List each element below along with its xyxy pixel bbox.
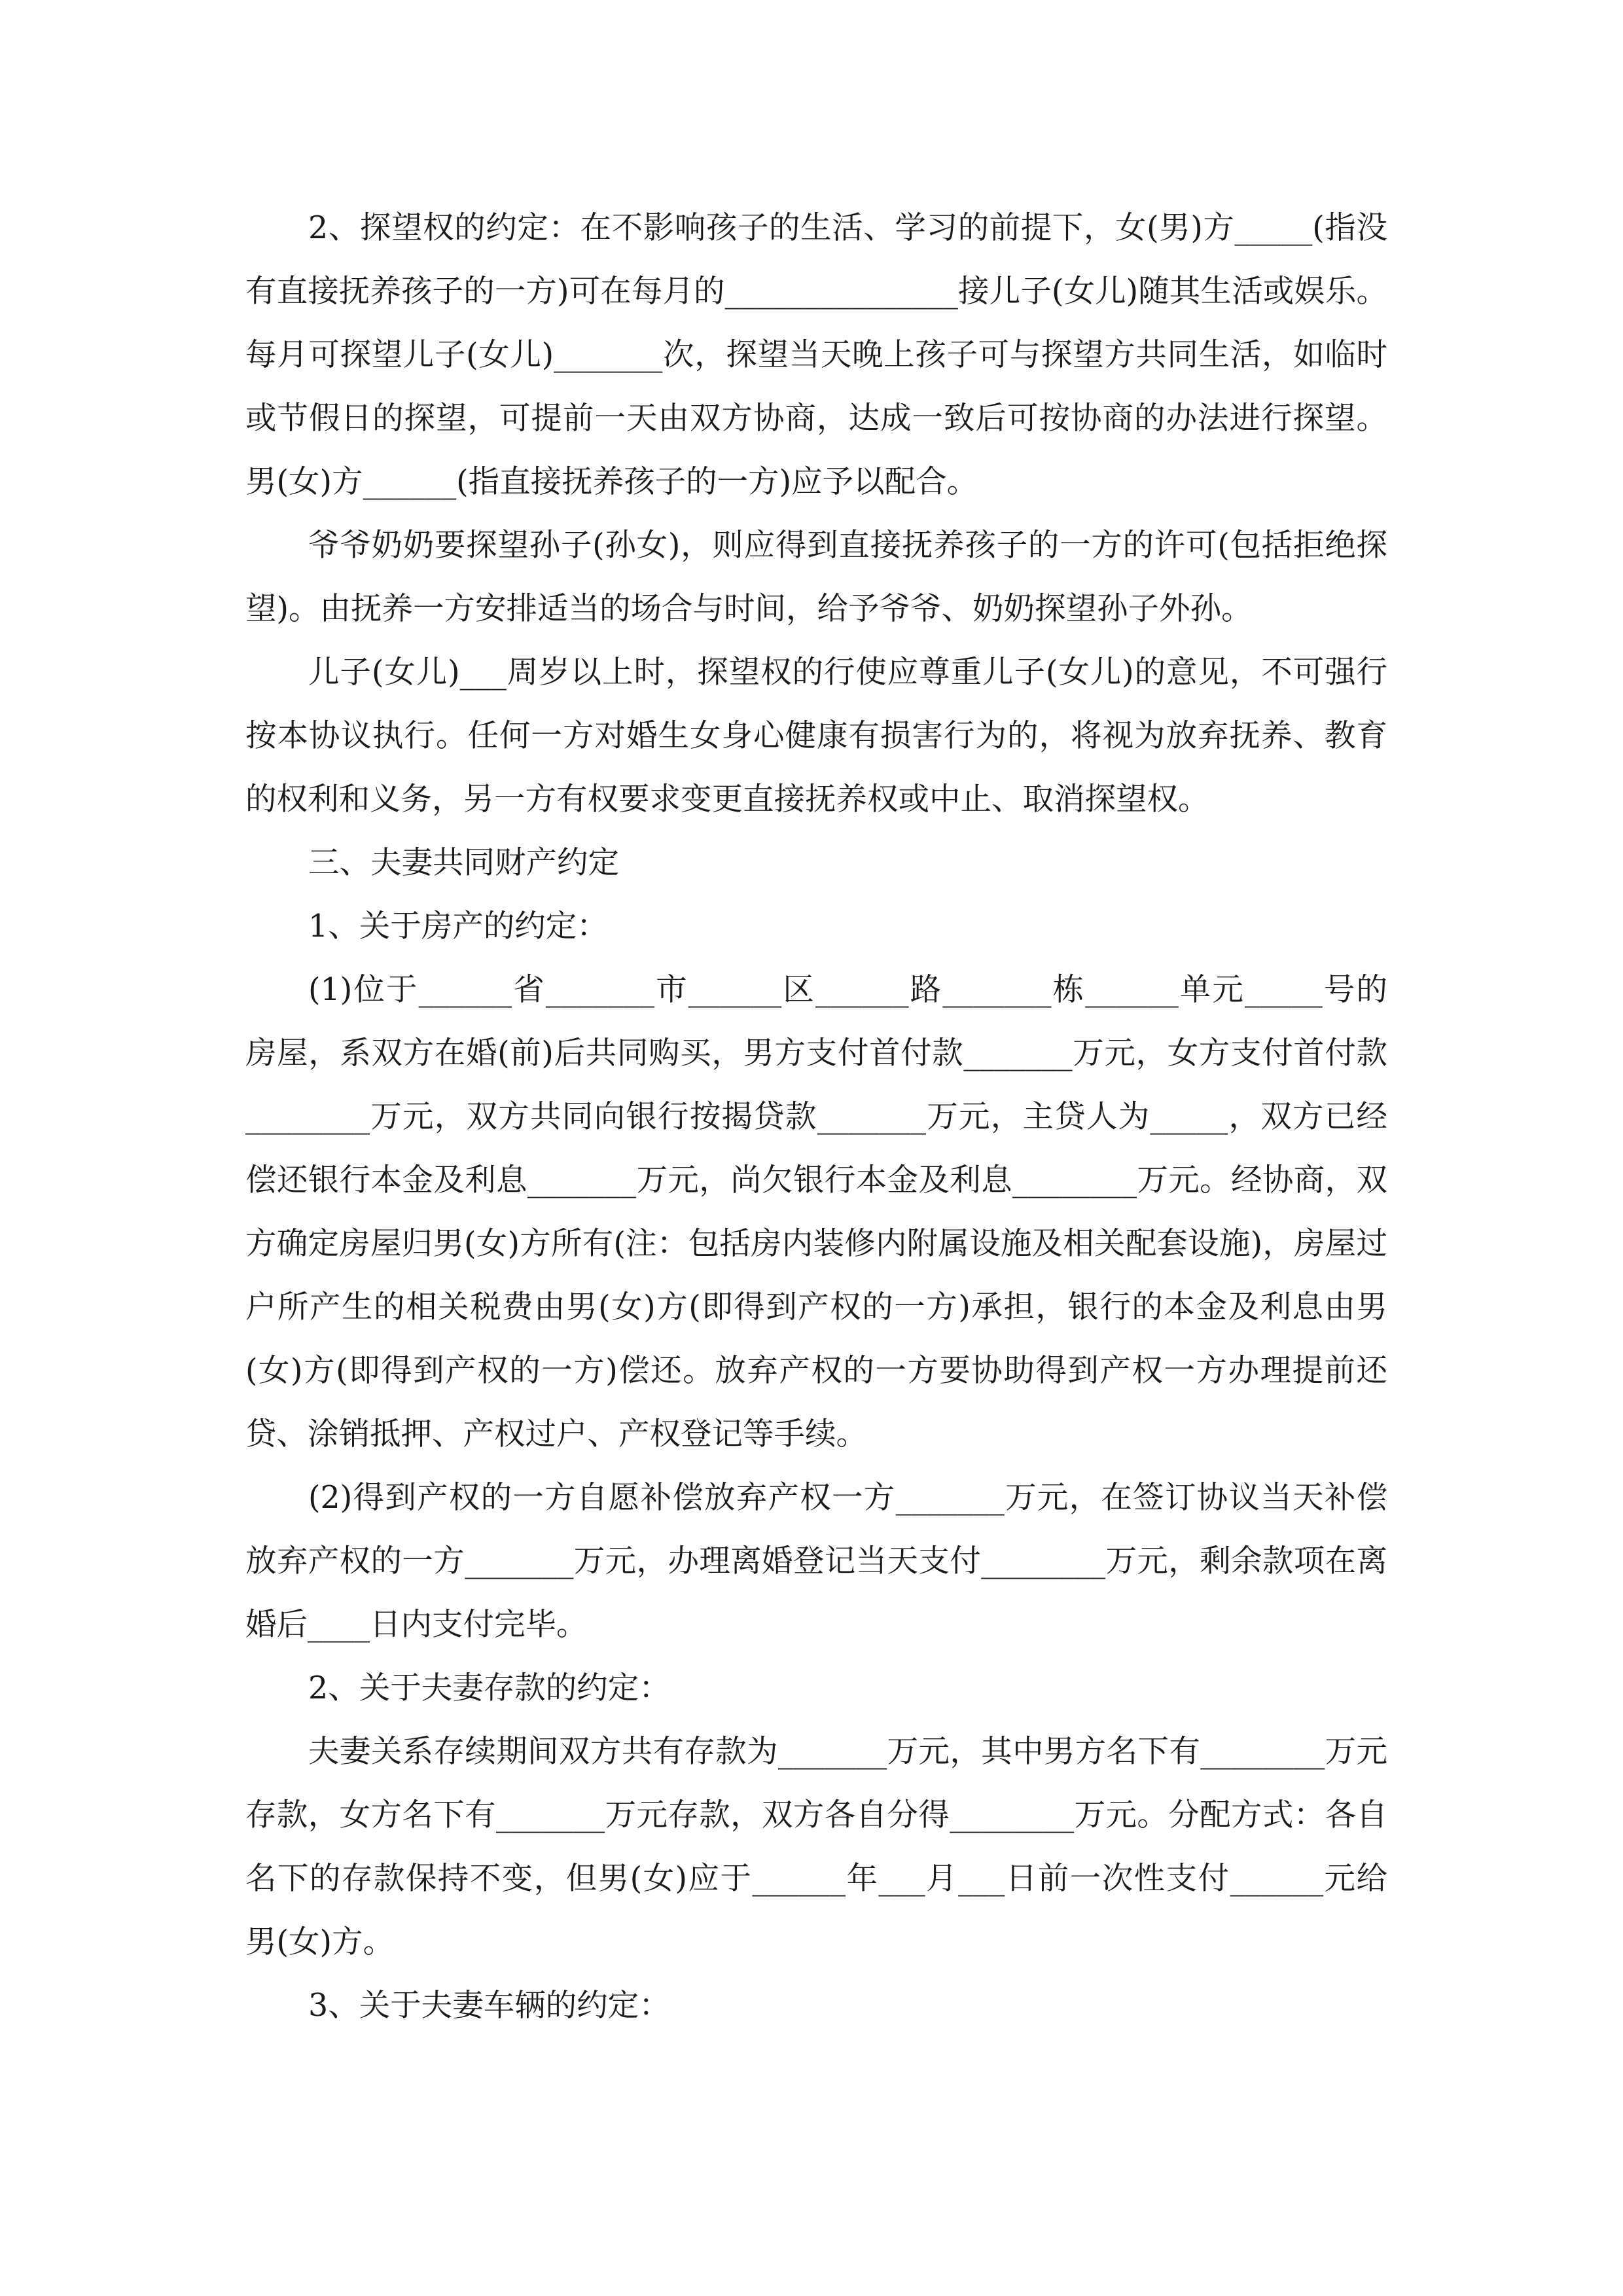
paragraph-house-details: (1)位于______省_______市______区______路_______栋______单元_____号的房屋，系双方在婚(前)后共同购买，男方支付首付款_______万元，女方支付首付款________万元，双方共同向银行按揭贷款_______万元，主贷人为_____，双方已经偿还银行本金及利息_______万元，尚欠银行本金及利息________万元。经协商，双方确定房屋归男(女)方所有(注：包括房内装修内附属设施及相关配套设施)，房屋过户所产生的相关税费由男(女)方(即得到产权的一方)承担，银行的本金及利息由男(女)方(即得到产权的一方)偿还。放弃产权的一方要协助得到产权一方办理提前还贷、涂销抵押、产权过户、产权登记等手续。 <box>245 972 1387 1452</box>
paragraph-deposit-division: 夫妻关系存续期间双方共有存款为_______万元，其中男方名下有________万元存款，女方名下有_______万元存款，双方各自分得________万元。分配方式：各自名下的存款保持不变，但男(女)应于______年___月___日前一次性支付______元给男(女)方。 <box>245 1734 1387 1960</box>
document-body <box>245 196 1387 2037</box>
paragraph-visitation-right: 2、探望权的约定：在不影响孩子的生活、学习的前提下，女(男)方_____(指没有直接抚养孩子的一方)可在每月的_______________接儿子(女儿)随其生活或娱乐。每月可探望儿子(女儿)_______次，探望当天晚上孩子可与探望方共同生活，如临时或节假日的探望，可提前一天由双方协商，达成一致后可按协商的办法进行探望。男(女)方______(指直接抚养孩子的一方)应予以配合。 <box>245 210 1387 500</box>
subheading-real-estate: 1、关于房产的约定： <box>308 908 608 944</box>
subheading-vehicles: 3、关于夫妻车辆的约定： <box>308 1988 670 2024</box>
paragraph-grandparents-visit: 爷爷奶奶要探望孙子(孙女)，则应得到直接抚养孩子的一方的许可(包括拒绝探望)。由抚养一方安排适当的场合与时间，给予爷爷、奶奶探望孙子外孙。 <box>245 528 1387 627</box>
section-heading-joint-property: 三、夫妻共同财产约定 <box>308 845 619 881</box>
paragraph-house-compensation: (2)得到产权的一方自愿补偿放弃产权一方_______万元，在签订协议当天补偿放弃产权的一方_______万元，办理离婚登记当天支付________万元，剩余款项在离婚后____日内支付完毕。 <box>245 1480 1387 1643</box>
subheading-deposits: 2、关于夫妻存款的约定： <box>308 1670 670 1706</box>
paragraph-child-opinion: 儿子(女儿)___周岁以上时，探望权的行使应尊重儿子(女儿)的意见，不可强行按本协议执行。任何一方对婚生女身心健康有损害行为的，将视为放弃抚养、教育的权利和义务，另一方有权要求变更直接抚养权或中止、取消探望权。 <box>245 655 1387 817</box>
